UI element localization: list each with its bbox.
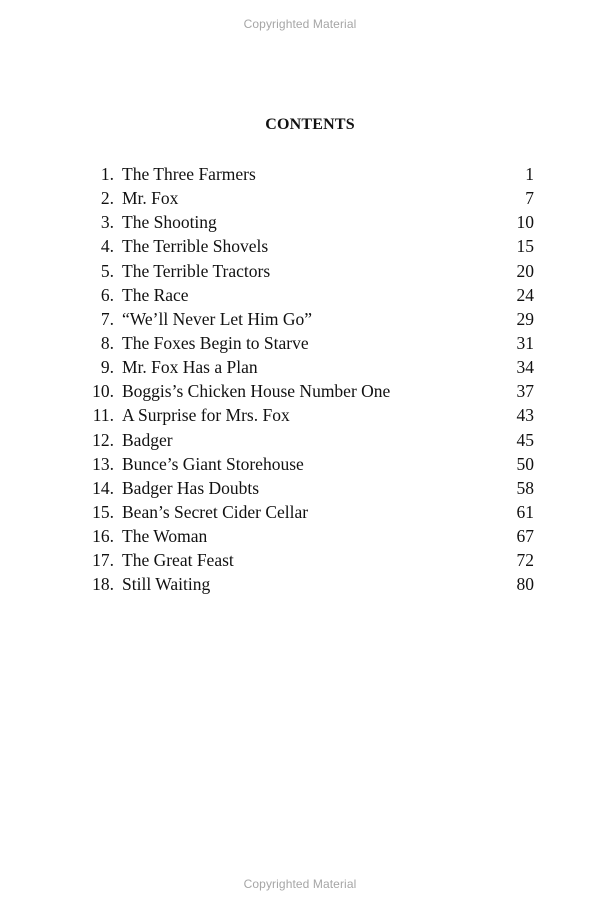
toc-entry bbox=[84, 524, 534, 548]
chapter-page: 37 bbox=[516, 381, 534, 402]
chapter-page: 80 bbox=[516, 574, 534, 595]
chapter-page: 1 bbox=[525, 164, 534, 184]
chapter-number: 12. bbox=[92, 429, 114, 450]
chapter-number: 2. bbox=[100, 188, 114, 209]
chapter-number: 4. bbox=[100, 236, 114, 257]
chapter-title: The Great Feast bbox=[122, 550, 234, 571]
chapter-page: 20 bbox=[516, 260, 534, 281]
chapter-title: The Shooting bbox=[122, 212, 217, 233]
toc-entry bbox=[84, 428, 534, 452]
chapter-number: 14. bbox=[92, 477, 114, 498]
chapter-title: “We’ll Never Let Him Go” bbox=[122, 308, 313, 329]
chapter-page: 43 bbox=[516, 405, 534, 426]
chapter-title: The Terrible Shovels bbox=[122, 236, 269, 257]
chapter-title: Bunce’s Giant Storehouse bbox=[122, 453, 304, 474]
copyright-watermark-top: Copyrighted Material bbox=[243, 17, 357, 31]
chapter-page: 31 bbox=[516, 332, 534, 353]
chapter-number: 15. bbox=[92, 501, 114, 522]
toc-entry bbox=[84, 548, 534, 572]
chapter-title: The Race bbox=[122, 284, 189, 305]
chapter-page: 7 bbox=[525, 188, 534, 209]
chapter-page: 61 bbox=[516, 501, 534, 522]
chapter-number: 13. bbox=[92, 453, 114, 474]
copyright-watermark-bottom: Copyrighted Material bbox=[243, 877, 357, 891]
chapter-title: Badger Has Doubts bbox=[122, 477, 260, 498]
toc-entry bbox=[84, 259, 534, 283]
toc-entry bbox=[84, 403, 534, 427]
chapter-title: Mr. Fox bbox=[122, 188, 179, 209]
toc-entry bbox=[84, 210, 534, 234]
chapter-number: 9. bbox=[100, 357, 114, 378]
chapter-number: 5. bbox=[100, 260, 114, 281]
toc-entry bbox=[84, 379, 534, 403]
chapter-title: Boggis’s Chicken House Number One bbox=[122, 381, 391, 402]
chapter-number: 6. bbox=[100, 284, 114, 305]
toc-entry bbox=[84, 500, 534, 524]
chapter-page: 58 bbox=[516, 477, 534, 498]
chapter-title: The Foxes Begin to Starve bbox=[122, 332, 309, 353]
chapter-title: Bean’s Secret Cider Cellar bbox=[122, 501, 309, 522]
chapter-title: A Surprise for Mrs. Fox bbox=[122, 405, 290, 426]
toc-entry bbox=[84, 186, 534, 210]
toc-entry bbox=[84, 452, 534, 476]
toc-entry bbox=[84, 283, 534, 307]
chapter-number: 7. bbox=[100, 308, 114, 329]
chapter-number: 10. bbox=[92, 381, 114, 402]
toc-entry bbox=[84, 234, 534, 258]
chapter-page: 34 bbox=[516, 357, 534, 378]
toc-entry bbox=[84, 307, 534, 331]
chapter-number: 16. bbox=[92, 526, 114, 547]
toc-entry bbox=[84, 572, 534, 596]
chapter-page: 67 bbox=[516, 526, 534, 547]
chapter-number: 8. bbox=[100, 332, 114, 353]
chapter-page: 72 bbox=[516, 550, 534, 571]
chapter-page: 10 bbox=[516, 212, 534, 233]
chapter-title: The Woman bbox=[122, 526, 208, 547]
chapter-page: 29 bbox=[516, 308, 534, 329]
chapter-page: 15 bbox=[516, 236, 534, 257]
chapter-number: 1. bbox=[100, 164, 114, 184]
chapter-title: Mr. Fox Has a Plan bbox=[122, 357, 258, 378]
table-of-contents bbox=[84, 162, 534, 597]
chapter-title: The Three Farmers bbox=[122, 164, 256, 184]
chapter-title: The Terrible Tractors bbox=[122, 260, 271, 281]
toc-entry bbox=[84, 476, 534, 500]
chapter-page: 24 bbox=[516, 284, 534, 305]
chapter-title: Still Waiting bbox=[122, 574, 211, 595]
toc-entry bbox=[84, 162, 534, 186]
chapter-number: 11. bbox=[92, 405, 114, 426]
toc-entry bbox=[84, 331, 534, 355]
chapter-title: Badger bbox=[122, 429, 173, 450]
chapter-number: 18. bbox=[92, 574, 114, 595]
chapter-page: 45 bbox=[516, 429, 534, 450]
contents-heading: CONTENTS bbox=[265, 116, 355, 133]
chapter-number: 3. bbox=[100, 212, 114, 233]
toc-entry bbox=[84, 355, 534, 379]
chapter-page: 50 bbox=[516, 453, 534, 474]
chapter-number: 17. bbox=[92, 550, 114, 571]
